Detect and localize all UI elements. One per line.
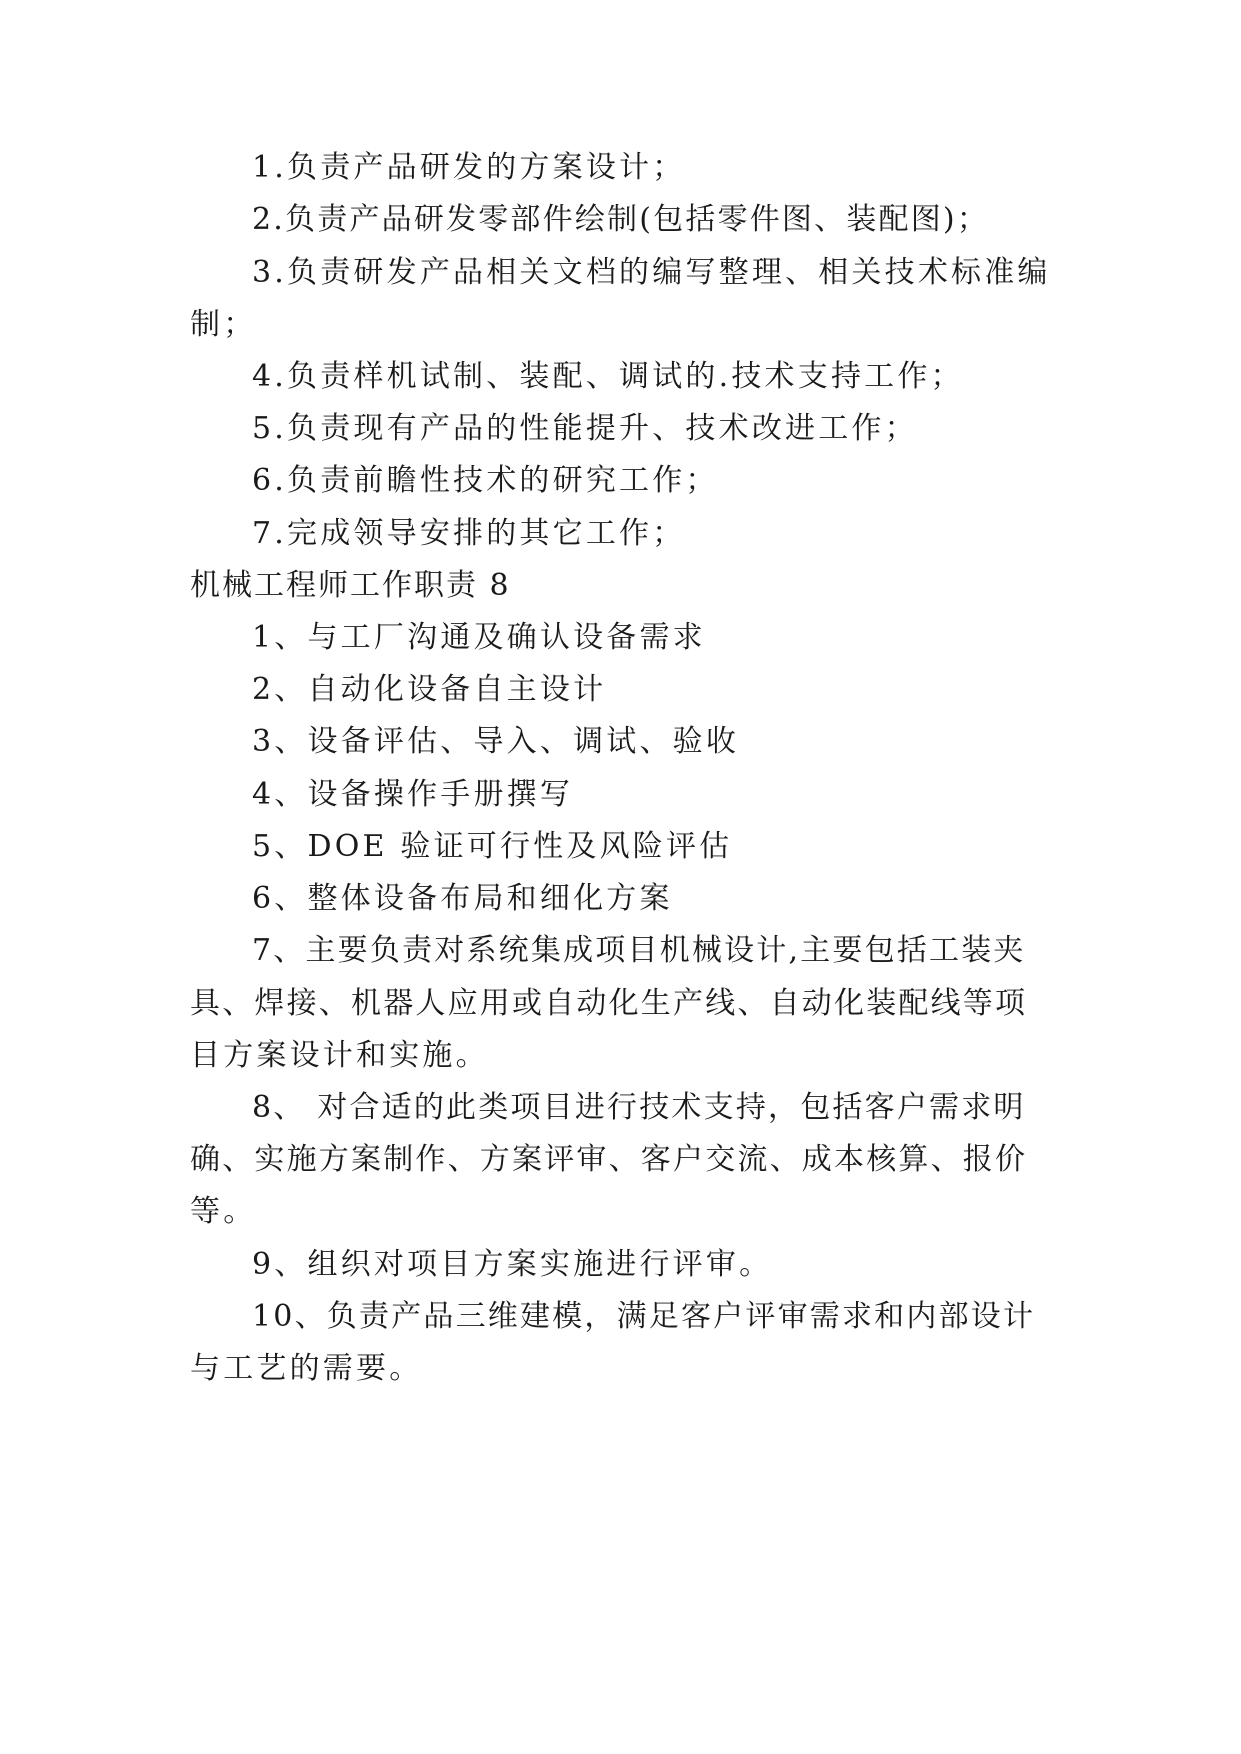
list-item: 1、与工厂沟通及确认设备需求 (252, 620, 706, 655)
list-item: 2.负责产品研发零部件绘制(包括零件图、装配图)； (252, 202, 990, 237)
list-item: 5、DOE 验证可行性及风险评估 (252, 829, 733, 864)
list-item: 8、 对合适的此类项目进行技术支持，包括客户需求明 (252, 1090, 1026, 1125)
list-item-continuation: 制； (190, 307, 257, 342)
list-item: 4、设备操作手册撰写 (252, 777, 574, 812)
list-item: 1.负责产品研发的方案设计； (252, 150, 686, 185)
list-item: 6.负责前瞻性技术的研究工作； (252, 463, 719, 498)
list-item: 2、自动化设备自主设计 (252, 672, 607, 707)
list-item-continuation: 目方案设计和实施。 (190, 1038, 489, 1073)
list-item-continuation: 等。 (190, 1194, 257, 1229)
list-item: 5.负责现有产品的性能提升、技术改进工作； (252, 411, 918, 446)
list-item: 3.负责研发产品相关文档的编写整理、相关技术标准编 (252, 255, 1051, 290)
list-item: 6、整体设备布局和细化方案 (252, 881, 673, 916)
list-item: 7、主要负责对系统集成项目机械设计,主要包括工装夹 (252, 933, 1026, 968)
list-item: 9、组织对项目方案实施进行评审。 (252, 1247, 773, 1282)
section-heading: 机械工程师工作职责 8 (190, 568, 511, 603)
list-item-continuation: 与工艺的需要。 (190, 1351, 423, 1386)
list-item: 3、设备评估、导入、调试、验收 (252, 724, 740, 759)
list-item: 10、负责产品三维建模，满足客户评审需求和内部设计 (252, 1299, 1036, 1334)
list-item: 4.负责样机试制、装配、调试的.技术支持工作； (252, 359, 964, 394)
list-item-continuation: 确、实施方案制作、方案评审、客户交流、成本核算、报价 (190, 1142, 1028, 1177)
list-item-continuation: 具、焊接、机器人应用或自动化生产线、自动化装配线等项 (190, 986, 1028, 1021)
list-item: 7.完成领导安排的其它工作； (252, 516, 686, 551)
